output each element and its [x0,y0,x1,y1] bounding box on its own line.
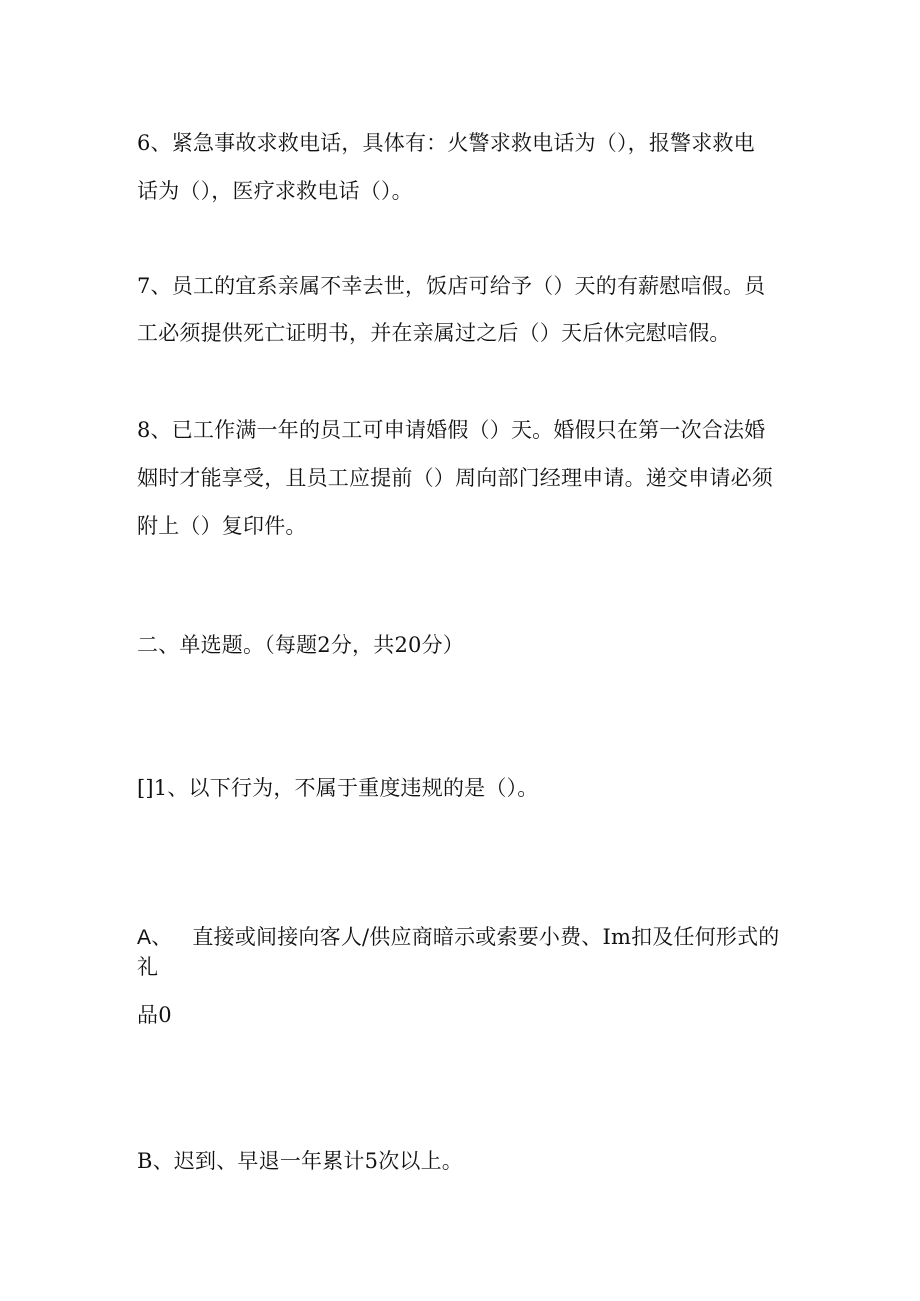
option-a-letter: A、 [137,926,173,949]
question-8-line-2: 姻时才能享受，且员工应提前（）周向部门经理申请。递交申请必须 [137,466,773,490]
question-8-line-1: 8、已工作满一年的员工可申请婚假（）天。婚假只在第一次合法婚 [137,418,766,442]
question-7-line-1: 7、员工的宜系亲属不幸去世，饭店可给予（）天的有薪慰唁假。员 [137,274,766,298]
question-6-line-2: 话为（），医疗求救电话（）。 [137,179,413,203]
question-6-line-1: 6、紧急事故求救电话，具体有：火警求救电话为（），报警求救电 [137,131,755,155]
question-8-line-3: 附上（）复印件。 [137,514,307,538]
single-choice-q1-stem: []1、以下行为，不属于重度违规的是（）。 [137,776,539,800]
option-a-line-2: 礼 [137,955,159,979]
question-7-line-2: 工必须提供死亡证明书，并在亲属过之后（）天后休完慰唁假。 [137,321,731,345]
option-b: B、迟到、早退一年累计5次以上。 [137,1149,463,1173]
option-a-line-3: 品0 [137,1003,172,1027]
option-a-text: 直接或间接向客人/供应商暗示或索要小费、Im扣及任何形式的 [192,925,780,949]
section-2-heading: 二、单选题。（每题2分，共20分） [137,633,464,657]
option-a-line-1 [137,922,780,953]
